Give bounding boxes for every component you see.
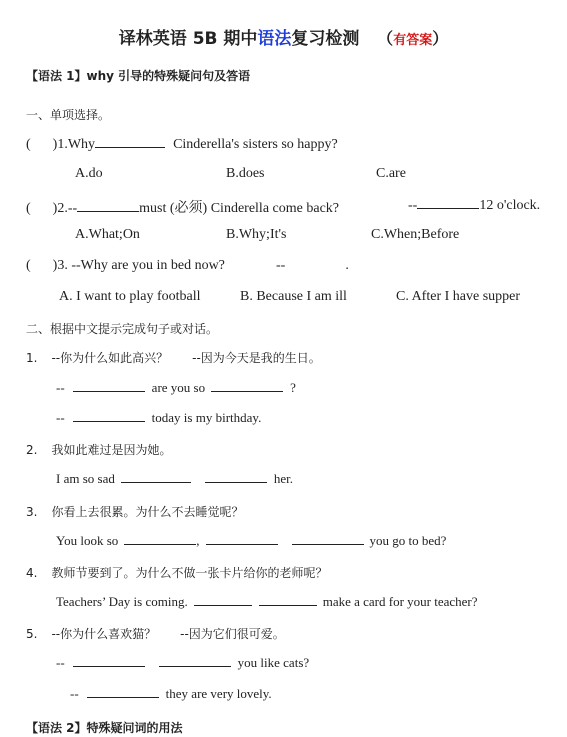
item-3-cn-text: 你看上去很累。为什么不去睡觉呢？ [51,505,244,519]
item-5-cn-b: --因为它们很可爱。 [180,627,285,641]
item-5-blank-3[interactable] [87,686,159,698]
item-5-line-2 [70,686,272,702]
title-suffix: 复习检测 [291,29,360,49]
item-5-cn [26,625,285,642]
item-2-cn-text: 我如此难过是因为她。 [51,443,172,457]
item-1-blank-2[interactable] [211,380,283,392]
item-4-blank-1[interactable] [194,594,252,606]
section2-heading: 二、根据中文提示完成句子或对话。 [26,322,219,336]
q3-text-b: -- [276,258,286,273]
item-3-en-b: , [196,533,200,548]
item-2-blank-2[interactable] [205,471,267,483]
item-3-cn [26,503,243,520]
q2-option-a: A.What;On [75,227,140,242]
item-5-l1-a: -- [56,655,65,670]
item-2-en-a: I am so sad [56,471,115,486]
item-3-blank-2[interactable] [206,533,278,545]
q1-blank[interactable] [95,136,165,148]
item-1-cn [26,349,321,366]
q2-option-b: B.Why;It's [226,227,287,242]
item-5-l2-b: they are very lovely. [165,686,272,701]
q3-option-b: B. Because I am ill [240,289,347,304]
question-1 [26,136,338,153]
q2-text-c: -- [408,198,418,213]
item-2-num: 2. [26,443,38,457]
grammar2-heading: 【语法 2】特殊疑问词的用法 [26,721,183,735]
item-2-cn [26,441,171,458]
item-2-en [56,471,293,487]
item-4-cn-text: 教师节要到了。为什么不做一张卡片给你的老师呢？ [51,566,328,580]
q1-open-paren: ( [26,137,31,152]
item-3-en-a: You look so [56,533,119,548]
q1-close-paren: ) [52,137,58,152]
title-highlight: 语法 [257,29,292,49]
item-5-l2-a: -- [70,686,79,701]
question-3 [26,258,225,274]
item-4-en [56,594,478,610]
section1-heading: 一、单项选择。 [26,108,111,122]
title-close-paren: ） [432,29,449,48]
q1-option-b: B.does [226,166,265,181]
title-open-paren: （ [377,29,394,48]
item-5-blank-2[interactable] [159,655,231,667]
q2-blank-1[interactable] [77,200,139,212]
answers-note: 有答案 [393,33,433,48]
item-4-en-b: make a card for your teacher? [322,594,478,609]
item-1-blank-1[interactable] [73,380,145,392]
item-5-blank-1[interactable] [73,655,145,667]
q2-text-a: 2.-- [57,201,78,216]
item-1-l1-b: are you so [151,380,206,395]
item-5-line-1 [56,655,309,671]
item-4-num: 4. [26,566,38,580]
item-1-cn-b: --因为今天是我的生日。 [192,351,321,365]
item-1-line-1 [56,380,296,396]
q1-option-a: A.do [75,166,103,181]
item-1-l1-a: -- [56,380,65,395]
item-1-num: 1. [26,351,38,365]
q2-option-c: C.When;Before [371,227,460,242]
q1-text-b: Cinderella's sisters so happy? [173,137,338,152]
item-1-l1-c: ? [290,380,296,395]
q2-blank-2[interactable] [417,197,479,209]
q3-close-paren: ) [52,258,58,273]
item-3-blank-1[interactable] [124,533,196,545]
q2-open-paren: ( [26,201,31,216]
item-4-en-a: Teachers’ Day is coming. [56,594,188,609]
question-2 [26,197,339,217]
q2-answer-line [408,197,540,214]
item-2-blank-1[interactable] [121,471,191,483]
item-4-blank-2[interactable] [259,594,317,606]
q2-text-b: must (必须) Cinderella come back? [139,201,339,216]
q2-close-paren: ) [52,201,58,216]
title-prefix: 译林英语 5B 期中 [118,29,258,49]
item-1-l2-a: -- [56,410,65,425]
q1-option-c: C.are [376,166,406,181]
q3-open-paren: ( [26,258,31,273]
item-1-blank-3[interactable] [73,410,145,422]
q3-answer-line [276,258,349,274]
item-1-l2-b: today is my birthday. [151,410,262,425]
item-5-num: 5. [26,627,38,641]
q3-text-a: 3. --Why are you in bed now? [57,258,225,273]
item-5-cn-a: --你为什么喜欢猫？ [51,627,157,641]
item-1-line-2 [56,410,261,426]
q1-text-a: 1.Why [57,137,96,152]
item-3-num: 3. [26,505,38,519]
item-4-cn [26,564,327,581]
item-1-cn-a: --你为什么如此高兴？ [51,351,169,365]
item-3-en [56,533,446,549]
grammar1-heading: 【语法 1】why 引导的特殊疑问句及答语 [26,69,251,83]
item-3-blank-3[interactable] [292,533,364,545]
q3-option-a: A. I want to play football [59,289,201,304]
q3-option-c: C. After I have supper [396,289,521,304]
page-title [0,24,567,49]
q2-text-d: 12 o'clock. [479,198,541,213]
item-3-en-c: you go to bed? [369,533,447,548]
item-2-en-b: her. [273,471,293,486]
q3-text-c: . [345,258,349,273]
item-5-l1-b: you like cats? [237,655,310,670]
